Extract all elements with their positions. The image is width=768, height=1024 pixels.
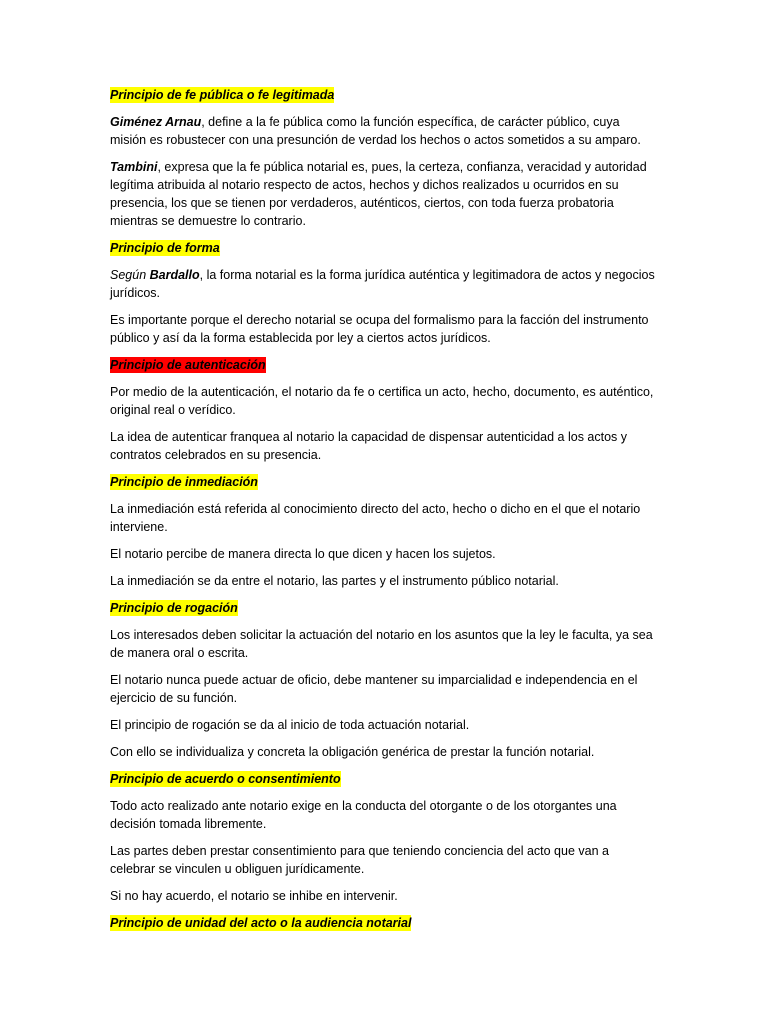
paragraph-text: El notario percibe de manera directa lo que dicen y hacen los sujetos.: [110, 547, 496, 561]
paragraph-text: Es importante porque el derecho notarial se ocupa del formalismo para la facción del instrumento público y así da la forma establecida por ley a ciertos actos jurídicos.: [110, 313, 649, 345]
paragraph: [110, 626, 655, 662]
paragraph-text: , define a la fe pública como la función específica, de carácter público, cuya misión es robustecer con una presunción de verdad los hechos o actos sometidos a su amparo.: [110, 115, 641, 147]
paragraph: [110, 311, 655, 347]
paragraph-text: Si no hay acuerdo, el notario se inhibe en intervenir.: [110, 889, 398, 903]
highlighted-heading-text: Principio de autenticación: [110, 358, 266, 372]
highlighted-heading-text: Principio de fe pública o fe legitimada: [110, 88, 335, 102]
paragraph-text: , la forma notarial es la forma jurídica auténtica y legitimadora de actos y negocios jurídicos.: [110, 268, 655, 300]
paragraph-lead: Según: [110, 268, 150, 282]
paragraph: [110, 500, 655, 536]
paragraph-text: Por medio de la autenticación, el notario da fe o certifica un acto, hecho, documento, es auténtico, original real o verídico.: [110, 385, 654, 417]
paragraph: [110, 383, 655, 419]
section-heading: [110, 473, 655, 491]
section-heading: [110, 914, 655, 932]
highlighted-heading-text: Principio de rogación: [110, 601, 238, 615]
paragraph-text: Las partes deben prestar consentimiento para que teniendo conciencia del acto que van a celebrar se vinculen u obliguen jurídicamente.: [110, 844, 609, 876]
paragraph: [110, 842, 655, 878]
paragraph-text: El principio de rogación se da al inicio de toda actuación notarial.: [110, 718, 470, 732]
section-heading: [110, 770, 655, 788]
section-heading: [110, 239, 655, 257]
highlighted-heading-text: Principio de forma: [110, 241, 220, 255]
paragraph: [110, 743, 655, 761]
paragraph-text: , expresa que la fe pública notarial es, pues, la certeza, confianza, veracidad y autoridad legítima atribuida al notario respecto de actos, hechos y dichos realizados u ocurridos en su presencia, los que se tienen por verdaderos, auténticos, ciertos, con toda fuerza probatoria mientras se demuestre lo contrario.: [110, 160, 647, 228]
highlighted-heading-text: Principio de acuerdo o consentimiento: [110, 772, 341, 786]
highlighted-heading-text: Principio de inmediación: [110, 475, 258, 489]
paragraph-text: Los interesados deben solicitar la actuación del notario en los asuntos que la ley le faculta, ya sea de manera oral o escrita.: [110, 628, 653, 660]
paragraph: [110, 428, 655, 464]
paragraph-text: La inmediación se da entre el notario, las partes y el instrumento público notarial.: [110, 574, 559, 588]
paragraph: [110, 572, 655, 590]
paragraph-text: La inmediación está referida al conocimiento directo del acto, hecho o dicho en el que el notario interviene.: [110, 502, 641, 534]
paragraph: [110, 797, 655, 833]
paragraph: [110, 887, 655, 905]
paragraph: [110, 158, 655, 230]
paragraph-text: El notario nunca puede actuar de oficio, debe mantener su imparcialidad e independencia en el ejercicio de su función.: [110, 673, 638, 705]
paragraph-lead: Tambini: [110, 160, 158, 174]
paragraph: [110, 716, 655, 734]
section-heading: [110, 599, 655, 617]
paragraph-lead: Giménez Arnau: [110, 115, 202, 129]
section-heading: [110, 86, 655, 104]
paragraph-author: Bardallo: [149, 268, 200, 282]
paragraph-text: Todo acto realizado ante notario exige en la conducta del otorgante o de los otorgantes una decisión tomada libremente.: [110, 799, 617, 831]
paragraph: [110, 545, 655, 563]
paragraph-text: Con ello se individualiza y concreta la obligación genérica de prestar la función notarial.: [110, 745, 595, 759]
document-page: [110, 86, 655, 941]
section-heading: [110, 356, 655, 374]
paragraph-text: La idea de autenticar franquea al notario la capacidad de dispensar autenticidad a los actos y contratos celebrados en su presencia.: [110, 430, 628, 462]
paragraph: [110, 113, 655, 149]
paragraph: [110, 671, 655, 707]
highlighted-heading-text: Principio de unidad del acto o la audiencia notarial: [110, 916, 412, 930]
paragraph: [110, 266, 655, 302]
